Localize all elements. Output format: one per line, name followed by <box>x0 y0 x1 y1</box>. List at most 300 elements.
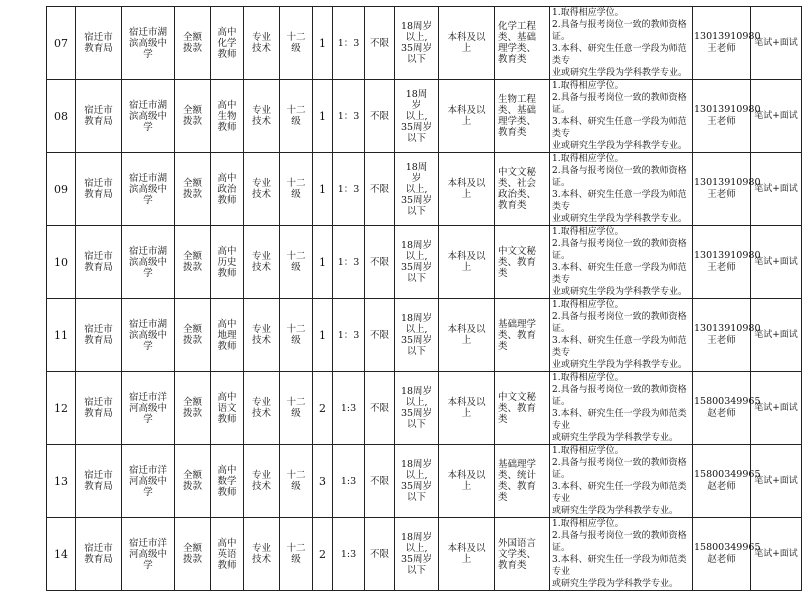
recruitment-table <box>46 6 802 591</box>
table-row <box>47 372 802 445</box>
contact-cell-line: 15800349965 <box>694 396 761 407</box>
contact-cell-line: 赵老师 <box>707 408 736 419</box>
major-cell-line: 类 <box>498 267 508 279</box>
age-cell-line: 以上, <box>405 324 428 335</box>
age-cell <box>395 153 439 226</box>
category-cell <box>244 299 280 372</box>
gender-cell: 不限 <box>365 299 395 372</box>
grade-cell-line: 十二 <box>286 470 306 481</box>
requirements-cell-line: 1.取得相应学位。 <box>552 300 624 310</box>
category-cell-line: 技术 <box>251 116 271 127</box>
position-code-cell: 07 <box>47 7 76 80</box>
gender-cell: 不限 <box>365 372 395 445</box>
grade-cell-line: 级 <box>291 189 301 200</box>
major-cell-line: 文学类、 <box>498 548 537 560</box>
department-cell-line: 宿迁市 <box>84 543 113 554</box>
contact-cell-line: 15800349965 <box>694 469 761 480</box>
unit-cell-line: 宿迁市湖 <box>128 26 167 38</box>
position-cell <box>211 518 244 591</box>
contact-cell-line: 赵老师 <box>707 554 736 565</box>
table-row <box>47 299 802 372</box>
hiring-count-cell: 2 <box>313 518 333 591</box>
unit-cell <box>122 153 175 226</box>
department-cell-line: 宿迁市 <box>84 32 113 43</box>
major-cell-line: 类、基础 <box>498 105 537 116</box>
department-cell-line: 教育局 <box>84 116 113 127</box>
grade-cell <box>280 299 313 372</box>
contact-cell <box>693 445 761 518</box>
gender-cell: 不限 <box>365 518 395 591</box>
funding-cell-line: 全额 <box>182 251 202 262</box>
age-cell-line: 以下 <box>406 565 426 576</box>
funding-cell-line: 拨款 <box>182 189 202 200</box>
major-cell-line: 类、统计 <box>498 470 537 481</box>
education-cell-line: 上 <box>461 408 472 419</box>
category-cell-line: 技术 <box>251 262 271 273</box>
major-cell-line: 理学类、 <box>498 116 537 127</box>
age-cell-line: 18周岁 <box>400 386 433 397</box>
unit-cell-line: 学 <box>143 48 153 60</box>
position-cell <box>211 153 244 226</box>
position-cell-line: 政治 <box>217 183 237 195</box>
exam-method-cell: 笔试+面试 <box>751 299 802 372</box>
category-cell-line: 技术 <box>251 408 271 419</box>
unit-cell <box>122 299 175 372</box>
table-row <box>47 7 802 80</box>
position-cell-line: 英语 <box>217 548 237 560</box>
position-cell-line: 高中 <box>217 99 237 111</box>
requirements-cell-line: 业或研究生学段为学科教学专业。 <box>552 141 688 151</box>
funding-cell-line: 拨款 <box>182 481 202 492</box>
department-cell <box>76 226 122 299</box>
requirements-cell <box>550 80 693 153</box>
education-cell-line: 上 <box>461 554 472 565</box>
grade-cell-line: 级 <box>291 481 301 492</box>
contact-cell-line: 王老师 <box>707 262 736 273</box>
age-cell-line: 35周岁 <box>400 481 433 492</box>
gender-cell: 不限 <box>365 80 395 153</box>
contact-cell-line: 13013910980 <box>694 250 761 261</box>
contact-cell-line: 13013910980 <box>694 104 761 115</box>
age-cell-line: 18周 <box>405 88 428 100</box>
department-cell-line: 宿迁市 <box>84 178 113 189</box>
age-cell-line: 以上, <box>405 32 428 43</box>
age-cell-line: 35周岁 <box>400 262 433 273</box>
unit-cell-line: 滨高级中 <box>128 329 167 341</box>
department-cell-line: 教育局 <box>84 408 113 419</box>
unit-cell-line: 宿迁市洋 <box>128 464 167 476</box>
age-cell <box>395 299 439 372</box>
department-cell-line: 宿迁市 <box>84 324 113 335</box>
position-cell-line: 教师 <box>217 48 237 60</box>
funding-cell-line: 全额 <box>182 178 202 189</box>
contact-cell-line: 赵老师 <box>707 481 736 492</box>
funding-cell-line: 拨款 <box>182 262 202 273</box>
table-row <box>47 445 802 518</box>
position-cell-line: 高中 <box>217 464 237 476</box>
major-cell-line: 理学类、 <box>498 43 537 54</box>
table-row <box>47 226 802 299</box>
major-cell <box>495 518 550 591</box>
age-cell-line: 18周 <box>405 161 428 173</box>
unit-cell-line: 学 <box>143 486 153 498</box>
funding-cell <box>175 372 211 445</box>
category-cell <box>244 445 280 518</box>
unit-cell <box>122 518 175 591</box>
major-cell-line: 类 <box>498 492 508 503</box>
category-cell <box>244 153 280 226</box>
requirements-cell-line: 2.具备与报考岗位一致的教师资格证。 <box>552 312 687 334</box>
major-cell-line: 中文文秘 <box>498 391 537 403</box>
unit-cell-line: 滨高级中 <box>128 37 167 49</box>
grade-cell <box>280 226 313 299</box>
grade-cell-line: 级 <box>291 262 301 273</box>
age-cell <box>395 518 439 591</box>
exam-method-cell: 笔试+面试 <box>751 153 802 226</box>
major-cell <box>495 153 550 226</box>
education-cell-line: 上 <box>461 335 472 346</box>
major-cell-line: 化学工程 <box>498 21 537 32</box>
age-cell-line: 以上, <box>405 110 428 122</box>
department-cell <box>76 153 122 226</box>
age-cell <box>395 80 439 153</box>
position-cell-line: 教师 <box>217 486 237 498</box>
requirements-cell-line: 2.具备与报考岗位一致的教师资格证。 <box>552 20 687 42</box>
education-cell <box>439 80 495 153</box>
funding-cell <box>175 445 211 518</box>
unit-cell-line: 滨高级中 <box>128 110 167 122</box>
category-cell-line: 专业 <box>251 251 271 262</box>
position-cell-line: 化学 <box>217 37 237 49</box>
table-row <box>47 518 802 591</box>
gender-cell: 不限 <box>365 7 395 80</box>
age-cell-line: 18周岁 <box>400 240 433 251</box>
position-cell-line: 高中 <box>217 391 237 403</box>
department-cell <box>76 372 122 445</box>
education-cell-line: 本科及以 <box>447 397 486 408</box>
education-cell-line: 上 <box>461 189 472 200</box>
major-cell <box>495 226 550 299</box>
unit-cell <box>122 445 175 518</box>
requirements-cell-line: 3.本科、研究生任意一学段为师范类专 <box>552 190 687 212</box>
hiring-count-cell: 3 <box>313 445 333 518</box>
category-cell <box>244 518 280 591</box>
age-cell-line: 以下 <box>406 54 426 65</box>
major-cell <box>495 7 550 80</box>
unit-cell <box>122 7 175 80</box>
major-cell-line: 生物工程 <box>498 94 537 105</box>
department-cell-line: 宿迁市 <box>84 397 113 408</box>
age-cell-line: 35周岁 <box>400 43 433 54</box>
contact-cell-line: 王老师 <box>707 189 736 200</box>
requirements-cell <box>550 226 693 299</box>
education-cell-line: 本科及以 <box>447 470 486 481</box>
category-cell <box>244 372 280 445</box>
category-cell-line: 技术 <box>251 554 271 565</box>
category-cell <box>244 80 280 153</box>
major-cell-line: 教育类 <box>498 200 527 211</box>
major-cell-line: 教育类 <box>498 127 527 138</box>
position-cell-line: 教师 <box>217 267 237 279</box>
major-cell <box>495 80 550 153</box>
table-body <box>47 7 802 591</box>
education-cell <box>439 518 495 591</box>
unit-cell-line: 宿迁市洋 <box>128 391 167 403</box>
requirements-cell-line: 1.取得相应学位。 <box>552 227 624 237</box>
grade-cell-line: 十二 <box>286 543 306 554</box>
table-row <box>47 80 802 153</box>
major-cell <box>495 445 550 518</box>
grade-cell-line: 级 <box>291 116 301 127</box>
major-cell <box>495 299 550 372</box>
department-cell <box>76 7 122 80</box>
position-cell-line: 历史 <box>217 256 237 268</box>
position-code-cell: 10 <box>47 226 76 299</box>
education-cell <box>439 445 495 518</box>
age-cell <box>395 445 439 518</box>
requirements-cell-line: 2.具备与报考岗位一致的教师资格证。 <box>552 166 687 188</box>
requirements-cell <box>550 372 693 445</box>
major-cell-line: 中文文秘 <box>498 245 537 257</box>
contact-cell-line: 13013910980 <box>694 177 761 188</box>
education-cell <box>439 372 495 445</box>
unit-cell-line: 宿迁市湖 <box>128 99 167 111</box>
department-cell-line: 教育局 <box>84 189 113 200</box>
funding-cell-line: 全额 <box>182 105 202 116</box>
age-cell-line: 35周岁 <box>400 335 433 346</box>
position-code-cell: 13 <box>47 445 76 518</box>
department-cell-line: 宿迁市 <box>84 251 113 262</box>
funding-cell-line: 拨款 <box>182 335 202 346</box>
funding-cell <box>175 518 211 591</box>
age-cell-line: 以上, <box>405 251 428 262</box>
category-cell <box>244 7 280 80</box>
position-code-cell: 12 <box>47 372 76 445</box>
unit-cell <box>122 226 175 299</box>
category-cell-line: 技术 <box>251 335 271 346</box>
education-cell <box>439 7 495 80</box>
position-cell-line: 教师 <box>217 194 237 206</box>
funding-cell-line: 全额 <box>182 397 202 408</box>
unit-cell-line: 滨高级中 <box>128 256 167 268</box>
requirements-cell-line: 2.具备与报考岗位一致的教师资格证。 <box>552 531 687 553</box>
major-cell-line: 基础理学 <box>498 318 537 330</box>
position-cell-line: 教师 <box>217 340 237 352</box>
position-code-cell: 09 <box>47 153 76 226</box>
category-cell-line: 专业 <box>251 470 271 481</box>
exam-ratio-cell: 1:3 <box>333 372 365 445</box>
department-cell-line: 教育局 <box>84 554 113 565</box>
unit-cell-line: 河高级中 <box>128 402 167 414</box>
funding-cell-line: 拨款 <box>182 554 202 565</box>
grade-cell <box>280 445 313 518</box>
age-cell-line: 以下 <box>406 205 426 217</box>
age-cell-line: 35周岁 <box>400 121 433 133</box>
unit-cell-line: 滨高级中 <box>128 183 167 195</box>
department-cell-line: 教育局 <box>84 335 113 346</box>
major-cell-line: 类 <box>498 413 508 425</box>
category-cell-line: 技术 <box>251 43 271 54</box>
requirements-cell-line: 业或研究生学段为学科教学专业。 <box>552 287 688 297</box>
requirements-cell-line: 3.本科、研究生任意一学段为师范类专 <box>552 263 687 285</box>
grade-cell-line: 级 <box>291 408 301 419</box>
unit-cell-line: 学 <box>143 559 153 571</box>
requirements-cell-line: 3.本科、研究生任意一学段为师范类专 <box>552 117 687 139</box>
requirements-cell-line: 1.取得相应学位。 <box>552 8 624 18</box>
requirements-cell-line: 业或研究生学段为学科教学专业。 <box>552 68 688 78</box>
contact-cell-line: 王老师 <box>707 335 736 346</box>
funding-cell <box>175 153 211 226</box>
department-cell <box>76 80 122 153</box>
position-cell-line: 高中 <box>217 537 237 549</box>
hiring-count-cell: 1 <box>313 80 333 153</box>
age-cell-line: 以下 <box>406 492 426 503</box>
contact-cell <box>693 7 761 80</box>
exam-method-cell: 笔试+面试 <box>751 7 802 80</box>
unit-cell-line: 学 <box>143 413 153 425</box>
major-cell <box>495 372 550 445</box>
requirements-cell-line: 业或研究生学段为学科教学专业。 <box>552 360 688 370</box>
exam-ratio-cell: 1:3 <box>333 445 365 518</box>
unit-cell <box>122 80 175 153</box>
age-cell-line: 以下 <box>406 273 426 284</box>
exam-ratio-cell: 1：3 <box>333 153 365 226</box>
requirements-cell-line: 业或研究生学段为学科教学专业。 <box>552 214 688 224</box>
major-cell-line: 类、社会 <box>498 178 537 189</box>
contact-cell <box>693 372 761 445</box>
requirements-cell-line: 2.具备与报考岗位一致的教师资格证。 <box>552 385 687 407</box>
grade-cell-line: 十二 <box>286 178 306 189</box>
unit-cell-line: 宿迁市湖 <box>128 318 167 330</box>
major-cell-line: 教育类 <box>498 559 527 571</box>
unit-cell <box>122 372 175 445</box>
position-cell-line: 高中 <box>217 26 237 38</box>
education-cell-line: 本科及以 <box>447 105 486 116</box>
major-cell-line: 类、教育 <box>498 481 537 492</box>
grade-cell-line: 级 <box>291 335 301 346</box>
exam-method-cell: 笔试+面试 <box>751 226 802 299</box>
department-cell-line: 教育局 <box>84 43 113 54</box>
education-cell-line: 本科及以 <box>447 32 486 43</box>
age-cell-line: 18周岁 <box>400 532 433 543</box>
hiring-count-cell: 1 <box>313 153 333 226</box>
contact-cell-line: 王老师 <box>707 43 736 54</box>
major-cell-line: 类、教育 <box>498 329 537 341</box>
position-cell-line: 教师 <box>217 121 237 133</box>
exam-ratio-cell: 1：3 <box>333 226 365 299</box>
unit-cell-line: 学 <box>143 121 153 133</box>
major-cell-line: 教育类 <box>498 54 527 65</box>
requirements-cell-line: 2.具备与报考岗位一致的教师资格证。 <box>552 93 687 115</box>
position-cell-line: 教师 <box>217 559 237 571</box>
requirements-cell-line: 2.具备与报考岗位一致的教师资格证。 <box>552 458 687 480</box>
funding-cell-line: 拨款 <box>182 43 202 54</box>
requirements-cell-line: 或研究生学段为学科教学专业。 <box>552 506 679 516</box>
hiring-count-cell: 2 <box>313 372 333 445</box>
age-cell-line: 岁 <box>411 172 422 184</box>
grade-cell-line: 十二 <box>286 397 306 408</box>
department-cell <box>76 445 122 518</box>
grade-cell <box>280 7 313 80</box>
contact-cell-line: 王老师 <box>707 116 736 127</box>
funding-cell-line: 全额 <box>182 543 202 554</box>
requirements-cell <box>550 445 693 518</box>
position-code-cell: 11 <box>47 299 76 372</box>
age-cell-line: 以上, <box>405 543 428 554</box>
education-cell-line: 上 <box>461 262 472 273</box>
funding-cell-line: 全额 <box>182 324 202 335</box>
hiring-count-cell: 1 <box>313 226 333 299</box>
category-cell-line: 专业 <box>251 178 271 189</box>
department-cell <box>76 518 122 591</box>
hiring-count-cell: 1 <box>313 299 333 372</box>
grade-cell-line: 十二 <box>286 32 306 43</box>
requirements-cell-line: 3.本科、研究生任一学段为师范类专业 <box>552 482 687 504</box>
position-cell <box>211 80 244 153</box>
position-code-cell: 08 <box>47 80 76 153</box>
requirements-cell-line: 3.本科、研究生任一学段为师范类专业 <box>552 555 687 577</box>
gender-cell: 不限 <box>365 226 395 299</box>
contact-cell <box>693 226 761 299</box>
position-cell <box>211 299 244 372</box>
position-cell-line: 生物 <box>217 110 237 122</box>
age-cell-line: 以上, <box>405 397 428 408</box>
contact-cell <box>693 299 761 372</box>
grade-cell-line: 十二 <box>286 251 306 262</box>
age-cell <box>395 372 439 445</box>
position-cell <box>211 372 244 445</box>
category-cell-line: 专业 <box>251 324 271 335</box>
department-cell-line: 宿迁市 <box>84 105 113 116</box>
major-cell-line: 类、教育 <box>498 256 537 268</box>
requirements-cell-line: 1.取得相应学位。 <box>552 519 624 529</box>
contact-cell <box>693 153 761 226</box>
major-cell-line: 外国语言 <box>498 537 537 549</box>
grade-cell <box>280 372 313 445</box>
age-cell-line: 35周岁 <box>400 194 433 206</box>
education-cell-line: 上 <box>461 481 472 492</box>
age-cell-line: 岁 <box>411 99 422 111</box>
table-row <box>47 153 802 226</box>
hiring-count-cell: 1 <box>313 7 333 80</box>
age-cell-line: 35周岁 <box>400 408 433 419</box>
exam-ratio-cell: 1：3 <box>333 299 365 372</box>
category-cell <box>244 226 280 299</box>
funding-cell-line: 全额 <box>182 32 202 43</box>
age-cell-line: 以上, <box>405 470 428 481</box>
department-cell <box>76 299 122 372</box>
exam-ratio-cell: 1：3 <box>333 7 365 80</box>
unit-cell-line: 学 <box>143 194 153 206</box>
requirements-cell-line: 1.取得相应学位。 <box>552 446 624 456</box>
funding-cell <box>175 226 211 299</box>
education-cell <box>439 153 495 226</box>
education-cell-line: 上 <box>461 43 472 54</box>
requirements-cell-line: 或研究生学段为学科教学专业。 <box>552 579 679 589</box>
major-cell-line: 中文文秘 <box>498 167 537 178</box>
funding-cell <box>175 7 211 80</box>
requirements-cell-line: 3.本科、研究生任一学段为师范类专业 <box>552 409 687 431</box>
major-cell-line: 类 <box>498 340 508 352</box>
grade-cell <box>280 518 313 591</box>
grade-cell <box>280 80 313 153</box>
exam-ratio-cell: 1:3 <box>333 518 365 591</box>
category-cell-line: 技术 <box>251 189 271 200</box>
age-cell <box>395 7 439 80</box>
position-cell <box>211 445 244 518</box>
requirements-cell-line: 2.具备与报考岗位一致的教师资格证。 <box>552 239 687 261</box>
position-cell-line: 语文 <box>217 402 237 414</box>
